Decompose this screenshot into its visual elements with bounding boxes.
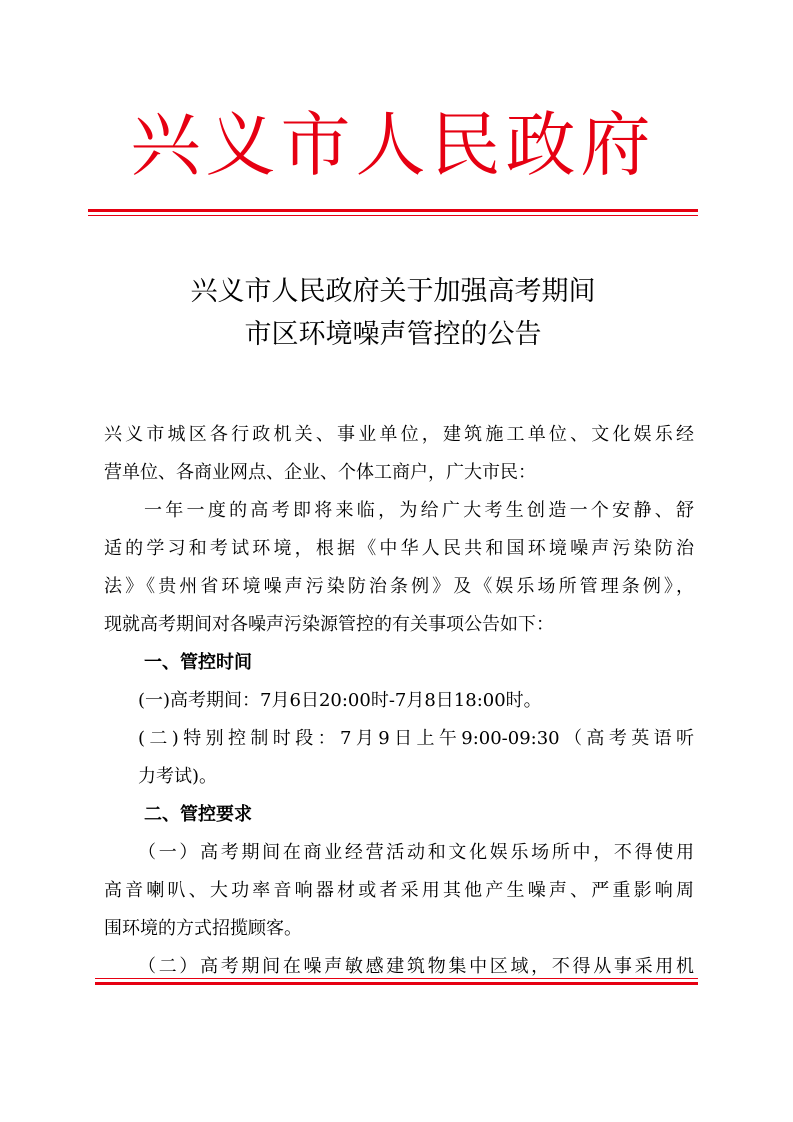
section-heading-control-requirements: 二、管控要求 [144,804,252,825]
document-title-line-1: 兴义市人民政府关于加强高考期间 [190,276,596,307]
body-line-addressee-2: 营单位、各商业网点、企业、个体工商户，广大市民： [104,462,536,483]
footer-rule-thick [95,982,698,985]
body-line-time-3: 力考试)。 [138,766,218,787]
body-line-req-2: 高音喇叭、大功率音响器材或者采用其他产生噪声、严重影响周 [104,880,694,901]
section-heading-control-time: 一、管控时间 [144,652,252,673]
masthead-title: 兴义市人民政府 [130,104,656,186]
body-line-req-1: （一）高考期间在商业经营活动和文化娱乐场所中，不得使用 [138,842,694,863]
body-line-intro-1: 一年一度的高考即将来临，为给广大考生创造一个安静、舒 [144,500,694,521]
body-line-time-1: (一)高考期间：7月6日20:00时-7月8日18:00时。 [138,690,542,711]
body-line-intro-3: 法》《贵州省环境噪声污染防治条例》及《娱乐场所管理条例》， [104,576,694,597]
masthead-rule-thick [88,209,698,212]
document-title-line-2: 市区环境噪声管控的公告 [244,319,542,350]
body-line-intro-4: 现就高考期间对各噪声污染源管控的有关事项公告如下： [104,614,554,635]
body-line-req-4: （二）高考期间在噪声敏感建筑物集中区域，不得从事采用机 [138,956,694,977]
body-line-addressee-1: 兴义市城区各行政机关、事业单位，建筑施工单位、文化娱乐经 [104,424,694,445]
body-line-req-3: 围环境的方式招揽顾客。 [104,918,302,939]
footer-rule-thin [95,978,698,979]
body-line-intro-2: 适的学习和考试环境，根据《中华人民共和国环境噪声污染防治 [104,538,694,559]
masthead-rule-thin [88,215,698,216]
body-line-time-2: (二)特别控制时段：7月9日上午9:00-09:30（高考英语听 [138,728,694,749]
document-body [104,416,694,986]
